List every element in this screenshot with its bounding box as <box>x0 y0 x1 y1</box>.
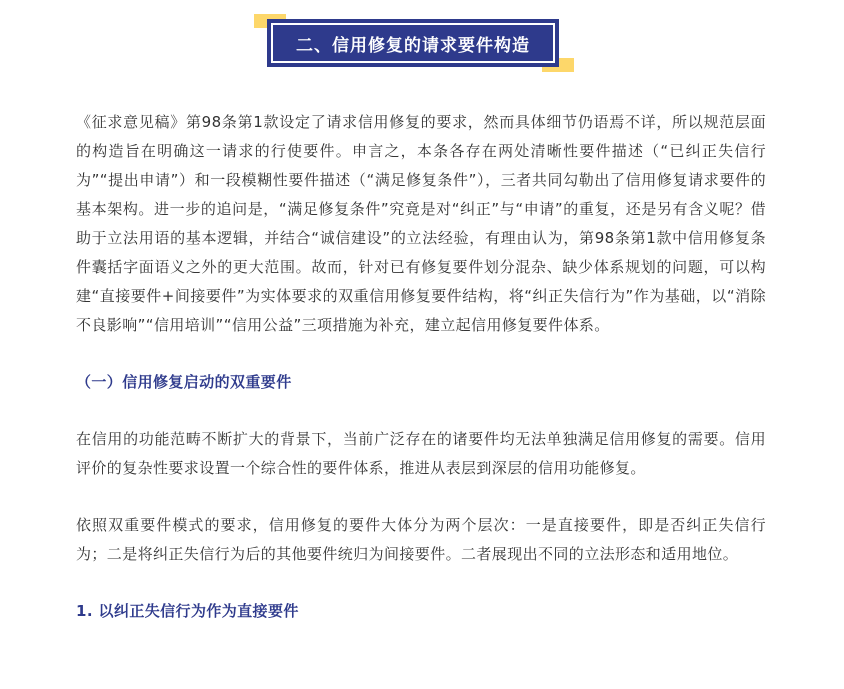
subheading-dual-elements: （一）信用修复启动的双重要件 <box>76 373 292 391</box>
spacer <box>76 340 766 368</box>
spacer <box>76 397 766 425</box>
paragraph-intro: 《征求意见稿》第98条第1款设定了请求信用修复的要求，然而具体细节仍语焉不详，所以规范层面的构造旨在明确这一请求的行使要件。申言之，本条各存在两处清晰性要件描述（“已纠正失信行为”“提出申请”）和一段模糊性要件描述（“满足修复条件”），三者共同勾勒出了信用修复请求要件的基本架构。进一步的追问是，“满足修复条件”究竟是对“纠正”与“申请”的重复，还是另有含义呢？借助于立法用语的基本逻辑，并结合“诚信建设”的立法经验，有理由认为，第98条第1款中信用修复条件囊括字面语义之外的更大范围。故而，针对已有修复要件划分混杂、缺少体系规划的问题，可以构建“直接要件+间接要件”为实体要求的双重信用修复要件结构，将“纠正失信行为”作为基础，以“消除不良影响”“信用培训”“信用公益”三项措施为补充，建立起信用修复要件体系。 <box>76 113 766 334</box>
paragraph-2: 在信用的功能范畴不断扩大的背景下，当前广泛存在的诸要件均无法单独满足信用修复的需要。信用评价的复杂性要求设置一个综合性的要件体系，推进从表层到深层的信用功能修复。 <box>76 430 766 477</box>
spacer <box>76 569 766 597</box>
section-title-box <box>268 20 558 66</box>
paragraph-3: 依照双重要件模式的要求，信用修复的要件大体分为两个层次：一是直接要件，即是否纠正失信行为；二是将纠正失信行为后的其他要件统归为间接要件。二者展现出不同的立法形态和适用地位。 <box>76 516 766 563</box>
section-title: 二、信用修复的请求要件构造 <box>296 35 530 56</box>
subheading-direct-element: 1. 以纠正失信行为作为直接要件 <box>76 602 299 620</box>
article-body <box>76 108 766 626</box>
spacer <box>76 483 766 511</box>
section-title-banner <box>254 14 574 72</box>
